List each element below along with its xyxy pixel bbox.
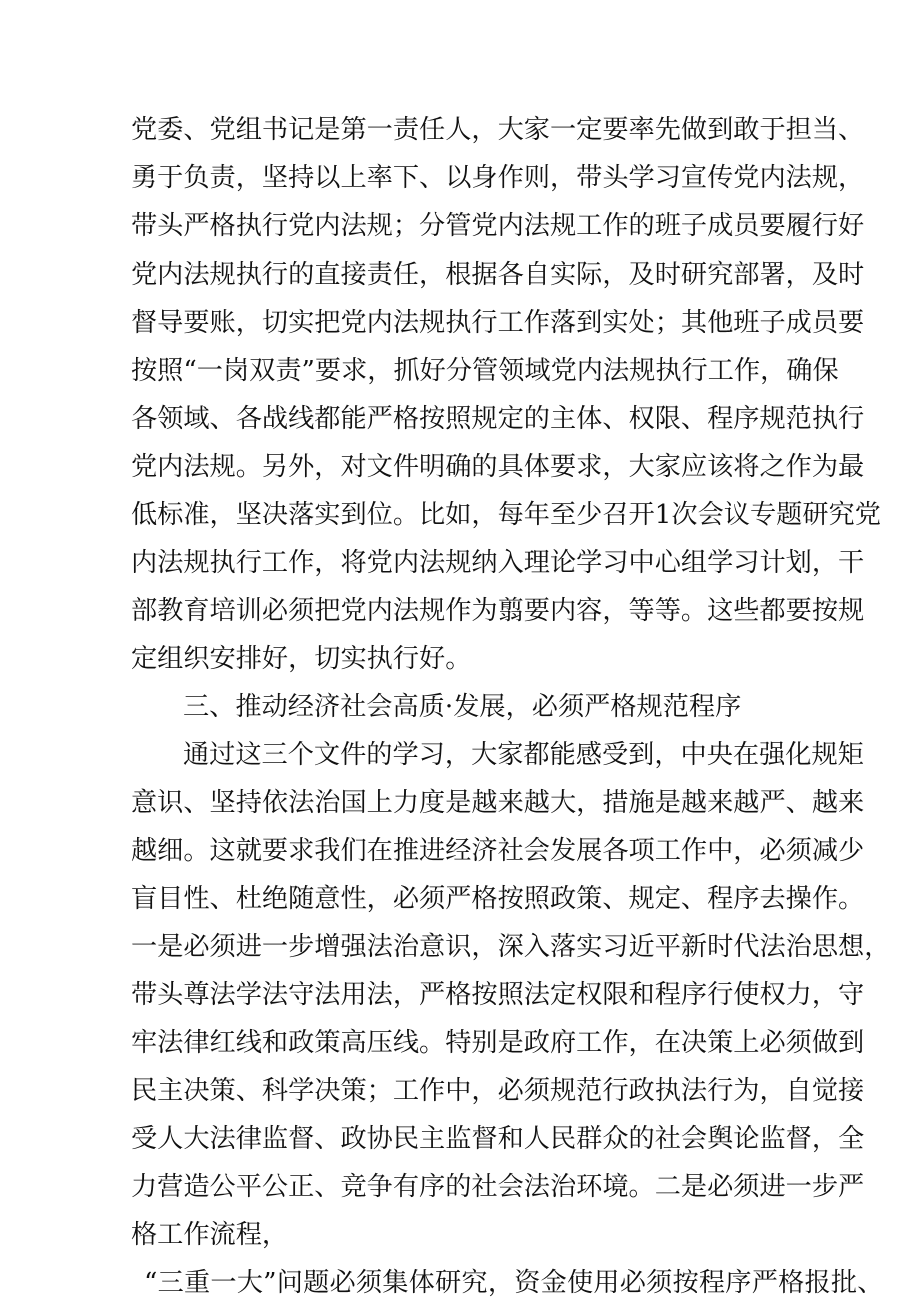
text-line: 党委、党组书记是第一责任人，大家一定要率先做到敢于担当、 [131, 115, 865, 145]
text-line: 督导要账，切实把党内法规执行工作落到实处；其他班子成员要 [131, 308, 865, 338]
text-line: 按照“一岗双责”要求，抓好分管领域党内法规执行工作，确保 [131, 356, 839, 386]
text-line: 定组织安排好，切实执行好。 [131, 644, 472, 674]
text-line: 带头严格执行党内法规；分管党内法规工作的班子成员要履行好 [131, 211, 865, 241]
text-line: 越细。这就要求我们在推进经济社会发展各项工作中，必须减少 [131, 836, 865, 866]
text-line: 勇于负责，坚持以上率下、以身作则，带头学习宣传党内法规， [131, 163, 865, 193]
text-line: 盲目性、杜绝随意性，必须严格按照政策、规定、程序去操作。 [131, 884, 865, 914]
text-line: 力营造公平公正、竞争有序的社会法治环境。二是必须进一步严 [131, 1172, 865, 1202]
text-line: 各领域、各战线都能严格按照规定的主体、权限、程序规范执行 [131, 404, 865, 434]
text-line: 党内法规执行的直接责任，根据各自实际，及时研究部署，及时 [131, 260, 865, 290]
section-heading: 三、推动经济社会高质·发展，必须严格规范程序 [183, 692, 742, 722]
text-line: 一是必须进一步增强法治意识，深入落实习近平新时代法治思想， [131, 932, 891, 962]
text-line: 受人大法律监督、政协民主监督和人民群众的社会舆论监督，全 [131, 1124, 865, 1154]
text-line: 牢法律红线和政策高压线。特别是政府工作，在决策上必须做到 [131, 1028, 865, 1058]
text-line: 部教育培训必须把党内法规作为翦要内容，等等。这些都要按规 [131, 596, 865, 626]
text-line: 通过这三个文件的学习，大家都能感受到，中央在强化规矩 [183, 740, 864, 770]
text-line: 带头尊法学法守法用法，严格按照法定权限和程序行使权力，守 [131, 980, 865, 1010]
text-line: 内法规执行工作，将党内法规纳入理论学习中心组学习计划，干 [131, 548, 865, 578]
text-line: 党内法规。另外，对文件明确的具体要求，大家应该将之作为最 [131, 452, 865, 482]
text-line: 民主决策、科学决策；工作中，必须规范行政执法行为，自觉接 [131, 1076, 865, 1106]
text-line: 格工作流程， [131, 1220, 289, 1250]
text-line: “三重一大”问题必须集体研究，资金使用必须按程序严格报批、 [144, 1268, 884, 1298]
text-line: 低标准，坚决落实到位。比如，每年至少召开1次会议专题研究党 [131, 500, 881, 530]
text-line: 意识、坚持依法治国上力度是越来越大，措施是越来越严、越来 [131, 788, 865, 818]
